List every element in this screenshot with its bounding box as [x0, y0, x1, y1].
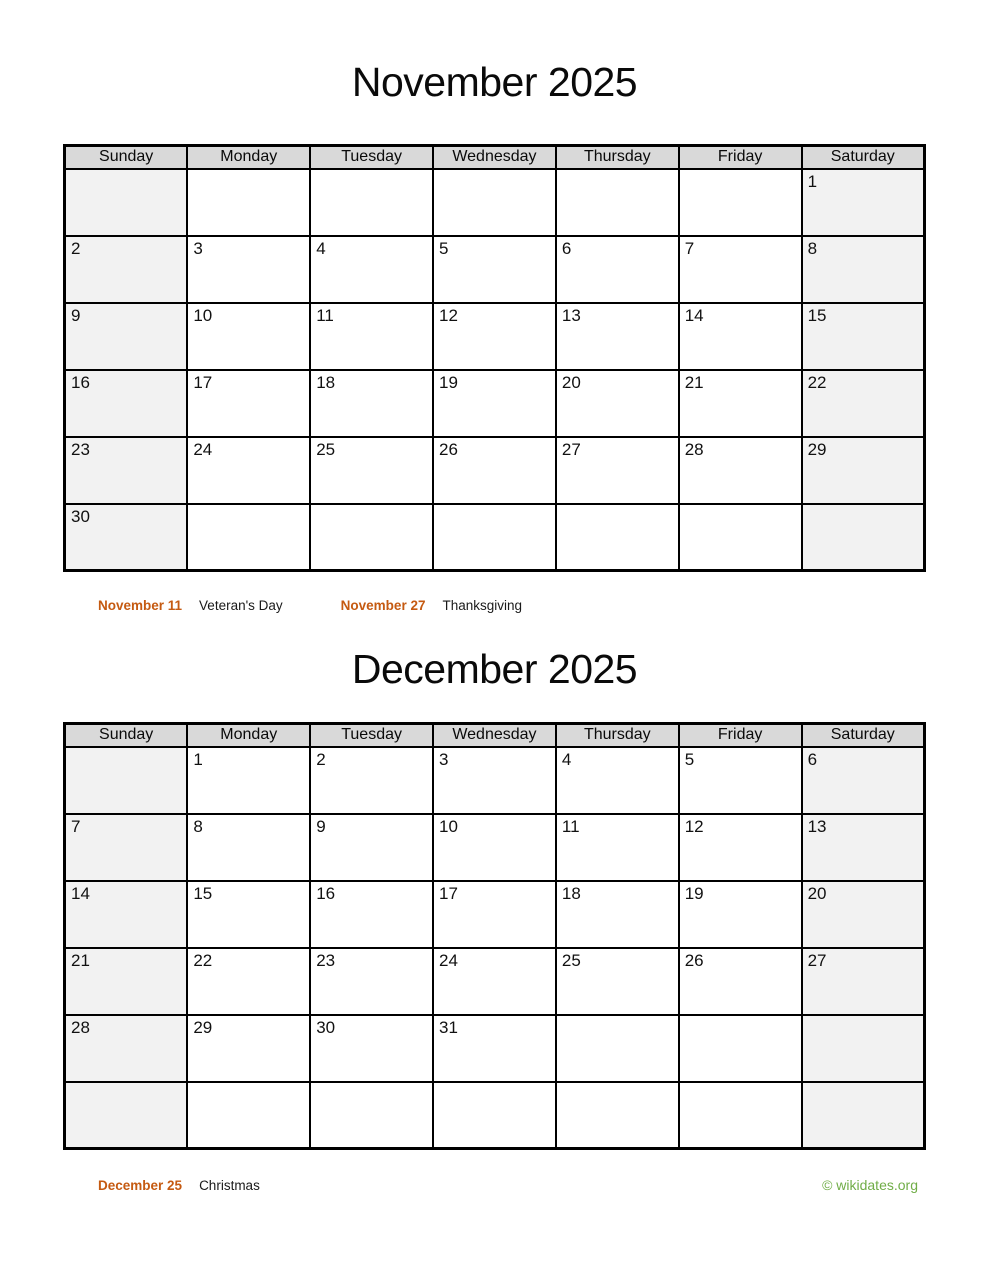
- day-cell-28: [65, 1015, 188, 1082]
- month-title-december: December 2025: [351, 646, 638, 692]
- date-number: 1: [193, 749, 203, 769]
- weekday-header-tuesday: Tuesday: [310, 724, 433, 747]
- day-cell-12: [433, 303, 556, 370]
- day-cell-empty: [310, 504, 433, 571]
- date-number: 6: [561, 238, 572, 258]
- date-number: 5: [439, 238, 449, 258]
- date-number: 18: [561, 883, 581, 903]
- day-cell-18: [556, 881, 679, 948]
- date-number: 6: [807, 749, 818, 769]
- date-number: 16: [316, 883, 336, 903]
- day-cell-7: [679, 236, 802, 303]
- day-cell-24: [187, 437, 310, 504]
- day-cell-8: [802, 236, 925, 303]
- date-number: 24: [439, 950, 458, 970]
- weekday-header-wednesday: Wednesday: [433, 146, 556, 169]
- day-cell-19: [433, 370, 556, 437]
- date-number: 28: [71, 1017, 90, 1037]
- day-cell-empty: [556, 1015, 679, 1082]
- day-cell-14: [65, 881, 188, 948]
- holiday-item: [341, 597, 522, 614]
- date-number: 16: [71, 372, 90, 392]
- date-number: 29: [193, 1017, 213, 1037]
- calendar-table-november: [63, 144, 926, 572]
- week-row: [65, 747, 925, 814]
- date-number: 7: [684, 238, 695, 258]
- day-cell-13: [802, 814, 925, 881]
- day-cell-empty: [187, 169, 310, 236]
- day-cell-26: [433, 437, 556, 504]
- day-cell-21: [679, 370, 802, 437]
- weekday-header-thursday: Thursday: [556, 724, 679, 747]
- holiday-date: November 11: [98, 598, 183, 613]
- day-cell-5: [433, 236, 556, 303]
- date-number: 15: [193, 883, 213, 903]
- date-number: 4: [561, 749, 572, 769]
- date-number: 11: [316, 305, 334, 325]
- weekday-header-monday: Monday: [187, 146, 310, 169]
- weekday-header-thursday: Thursday: [556, 146, 679, 169]
- day-cell-empty: [187, 504, 310, 571]
- date-number: 26: [439, 439, 458, 459]
- day-cell-21: [65, 948, 188, 1015]
- weekday-header-row: [65, 724, 925, 747]
- date-number: 26: [684, 950, 704, 970]
- day-cell-16: [65, 370, 188, 437]
- weekday-header-sunday: Sunday: [65, 146, 188, 169]
- date-number: 25: [316, 439, 336, 459]
- date-number: 24: [193, 439, 213, 459]
- day-cell-empty: [187, 1082, 310, 1149]
- holiday-name: Thanksgiving: [442, 598, 523, 613]
- day-cell-empty: [65, 747, 188, 814]
- day-cell-27: [802, 948, 925, 1015]
- weekday-header-friday: Friday: [679, 724, 802, 747]
- weekday-header-friday: Friday: [679, 146, 802, 169]
- week-row: [65, 881, 925, 948]
- date-number: 2: [71, 238, 81, 258]
- month-section-november: [63, 0, 926, 614]
- date-number: 7: [71, 816, 81, 836]
- date-number: 31: [439, 1017, 458, 1037]
- day-cell-23: [65, 437, 188, 504]
- week-row: [65, 370, 925, 437]
- date-number: 13: [561, 305, 581, 325]
- date-number: 3: [193, 238, 203, 258]
- date-number: 12: [439, 305, 458, 325]
- date-number: 20: [807, 883, 827, 903]
- day-cell-16: [310, 881, 433, 948]
- day-cell-13: [556, 303, 679, 370]
- date-number: 3: [439, 749, 449, 769]
- day-cell-29: [802, 437, 925, 504]
- day-cell-empty: [556, 169, 679, 236]
- date-number: 9: [316, 816, 326, 836]
- date-number: 15: [807, 305, 827, 325]
- day-cell-empty: [679, 169, 802, 236]
- site-credit: © wikidates.org: [822, 1177, 918, 1193]
- date-number: 14: [684, 305, 704, 325]
- date-number: 9: [71, 305, 81, 325]
- week-row: [65, 169, 925, 236]
- day-cell-empty: [679, 504, 802, 571]
- day-cell-2: [65, 236, 188, 303]
- week-row: [65, 1015, 925, 1082]
- day-cell-25: [310, 437, 433, 504]
- date-number: 29: [807, 439, 827, 459]
- week-row: [65, 948, 925, 1015]
- day-cell-24: [433, 948, 556, 1015]
- day-cell-12: [679, 814, 802, 881]
- day-cell-19: [679, 881, 802, 948]
- month-title-november: November 2025: [351, 59, 638, 105]
- day-cell-26: [679, 948, 802, 1015]
- day-cell-empty: [556, 1082, 679, 1149]
- day-cell-30: [310, 1015, 433, 1082]
- day-cell-10: [187, 303, 310, 370]
- date-number: 27: [807, 950, 827, 970]
- day-cell-14: [679, 303, 802, 370]
- date-number: 10: [193, 305, 213, 325]
- day-cell-8: [187, 814, 310, 881]
- date-number: 19: [439, 372, 458, 392]
- day-cell-empty: [65, 1082, 188, 1149]
- day-cell-20: [802, 881, 925, 948]
- day-cell-28: [679, 437, 802, 504]
- day-cell-empty: [802, 504, 925, 571]
- day-cell-empty: [802, 1015, 925, 1082]
- day-cell-empty: [310, 1082, 433, 1149]
- holiday-item: [98, 1177, 260, 1194]
- holiday-name: Veteran's Day: [199, 598, 283, 613]
- holiday-item: [98, 597, 283, 614]
- date-number: 10: [439, 816, 458, 836]
- day-cell-10: [433, 814, 556, 881]
- date-number: 21: [684, 372, 704, 392]
- date-number: 22: [193, 950, 213, 970]
- holiday-legend-december: [63, 1150, 260, 1194]
- weekday-header-wednesday: Wednesday: [433, 724, 556, 747]
- day-cell-23: [310, 948, 433, 1015]
- day-cell-empty: [556, 504, 679, 571]
- date-number: 20: [561, 372, 581, 392]
- day-cell-2: [310, 747, 433, 814]
- date-number: 21: [71, 950, 90, 970]
- page-footer: [63, 1150, 926, 1194]
- day-cell-9: [65, 303, 188, 370]
- day-cell-1: [187, 747, 310, 814]
- day-cell-4: [310, 236, 433, 303]
- week-row: [65, 814, 925, 881]
- date-number: 23: [316, 950, 336, 970]
- week-row: [65, 303, 925, 370]
- day-cell-29: [187, 1015, 310, 1082]
- date-number: 17: [193, 372, 213, 392]
- month-section-december: [63, 614, 926, 1150]
- day-cell-17: [433, 881, 556, 948]
- date-number: 11: [561, 816, 580, 836]
- day-cell-11: [310, 303, 433, 370]
- day-cell-empty: [433, 504, 556, 571]
- day-cell-7: [65, 814, 188, 881]
- holiday-date: November 27: [340, 598, 426, 613]
- date-number: 22: [807, 372, 827, 392]
- day-cell-5: [679, 747, 802, 814]
- day-cell-27: [556, 437, 679, 504]
- date-number: 19: [684, 883, 704, 903]
- weekday-header-saturday: Saturday: [802, 724, 925, 747]
- date-number: 8: [193, 816, 203, 836]
- date-number: 17: [439, 883, 458, 903]
- week-row: [65, 504, 925, 571]
- date-number: 18: [316, 372, 336, 392]
- date-number: 4: [316, 238, 326, 258]
- day-cell-6: [556, 236, 679, 303]
- date-number: 27: [561, 439, 581, 459]
- day-cell-20: [556, 370, 679, 437]
- day-cell-empty: [65, 169, 188, 236]
- day-cell-4: [556, 747, 679, 814]
- date-number: 25: [561, 950, 581, 970]
- day-cell-6: [802, 747, 925, 814]
- day-cell-17: [187, 370, 310, 437]
- calendar-table-december: [63, 722, 926, 1150]
- day-cell-25: [556, 948, 679, 1015]
- weekday-header-tuesday: Tuesday: [310, 146, 433, 169]
- date-number: 8: [807, 238, 818, 258]
- day-cell-22: [802, 370, 925, 437]
- holiday-date: December 25: [98, 1178, 183, 1193]
- day-cell-3: [187, 236, 310, 303]
- day-cell-15: [802, 303, 925, 370]
- date-number: 30: [316, 1017, 336, 1037]
- weekday-header-monday: Monday: [187, 724, 310, 747]
- date-number: 5: [684, 749, 695, 769]
- day-cell-empty: [679, 1015, 802, 1082]
- date-number: 1: [807, 171, 818, 191]
- day-cell-empty: [433, 169, 556, 236]
- date-number: 28: [684, 439, 704, 459]
- date-number: 13: [807, 816, 827, 836]
- weekday-header-row: [65, 146, 925, 169]
- week-row: [65, 236, 925, 303]
- day-cell-1: [802, 169, 925, 236]
- date-number: 12: [684, 816, 704, 836]
- day-cell-empty: [679, 1082, 802, 1149]
- weekday-header-saturday: Saturday: [802, 146, 925, 169]
- date-number: 30: [71, 506, 90, 526]
- day-cell-15: [187, 881, 310, 948]
- day-cell-11: [556, 814, 679, 881]
- day-cell-3: [433, 747, 556, 814]
- day-cell-18: [310, 370, 433, 437]
- date-number: 23: [71, 439, 90, 459]
- day-cell-9: [310, 814, 433, 881]
- day-cell-30: [65, 504, 188, 571]
- holiday-name: Christmas: [199, 1178, 260, 1193]
- day-cell-31: [433, 1015, 556, 1082]
- day-cell-22: [187, 948, 310, 1015]
- holiday-legend-november: [63, 572, 926, 614]
- date-number: 2: [316, 749, 326, 769]
- week-row: [65, 1082, 925, 1149]
- day-cell-empty: [433, 1082, 556, 1149]
- day-cell-empty: [802, 1082, 925, 1149]
- day-cell-empty: [310, 169, 433, 236]
- weekday-header-sunday: Sunday: [65, 724, 188, 747]
- week-row: [65, 437, 925, 504]
- date-number: 14: [71, 883, 90, 903]
